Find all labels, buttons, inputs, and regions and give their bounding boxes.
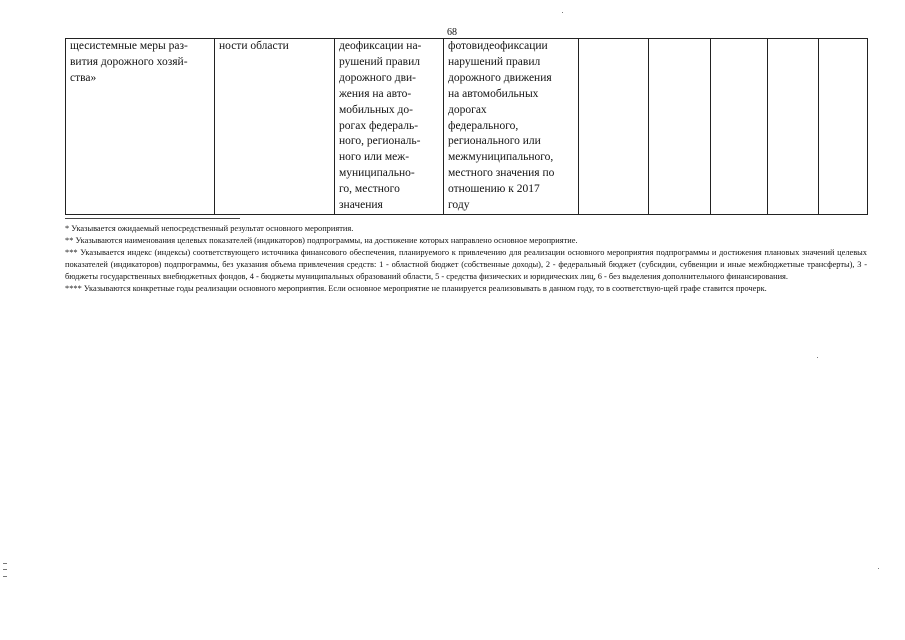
scan-speck [817, 357, 818, 358]
table-cell-empty [711, 39, 768, 215]
footnote-2: ** Указываются наименования целевых показателей (индикаторов) подпрограммы, на достижение которых направлено основное мероприятие. [65, 236, 578, 245]
footnote-1: * Указывается ожидаемый непосредственный результат основного мероприятия. [65, 224, 354, 233]
footnote-4: **** Указываются конкретные годы реализации основного мероприятия. Если основное мероприятие не планируется реализовывать в данном году, то в соответствую-щей графе ставится прочерк. [65, 284, 767, 293]
footnote-divider [65, 218, 240, 219]
table-cell-empty [768, 39, 819, 215]
table-cell-empty [649, 39, 711, 215]
scan-speck [878, 568, 879, 569]
scan-margin-mark [3, 569, 7, 570]
scan-speck [562, 12, 563, 13]
table-cell-empty [819, 39, 868, 215]
footnote-3: *** Указывается индекс (индексы) соответствующего источника финансового обеспечения, планируемого к привлечению для реализации основного мероприятия подпрограммы и достижения плановых значений целевых показателей (индикаторов) подпрограммы, без указания объема привлечения средств: 1 - областной бюджет (собственные доходы), 2 - федеральный бюджет (субсидии, субвенции и иные межбюджетные трансферты), 3 - бюджеты государственных внебюджетных фондов, 4 - бюджеты муниципальных образований области, 5 - средства физических и юридических лиц, 6 - без выделения дополнительного финансирования. [65, 248, 867, 281]
footnotes [65, 223, 867, 295]
page-number: 68 [447, 27, 457, 38]
table-cell-indicator: фотовидеофиксации нарушений правил дорожного движения на автомобильных дорогах федерального, регионального или межмуниципального, местного значения по отношению к 2017 году [444, 39, 579, 215]
table-cell-measure-name: щесистемные меры раз- вития дорожного хозяй- ства» [66, 39, 215, 215]
table-cell-empty [579, 39, 649, 215]
table-row [66, 39, 868, 215]
table-cell-executor: ности области [215, 39, 335, 215]
scan-margin-mark [3, 563, 7, 564]
measures-table [65, 38, 868, 215]
table-cell-result: деофиксации на- рушений правил дорожного дви- жения на авто- мобильных до- рогах федераль- ного, региональ- ного или меж- муниципально- го, местного значения [335, 39, 444, 215]
scan-margin-mark [3, 576, 7, 577]
